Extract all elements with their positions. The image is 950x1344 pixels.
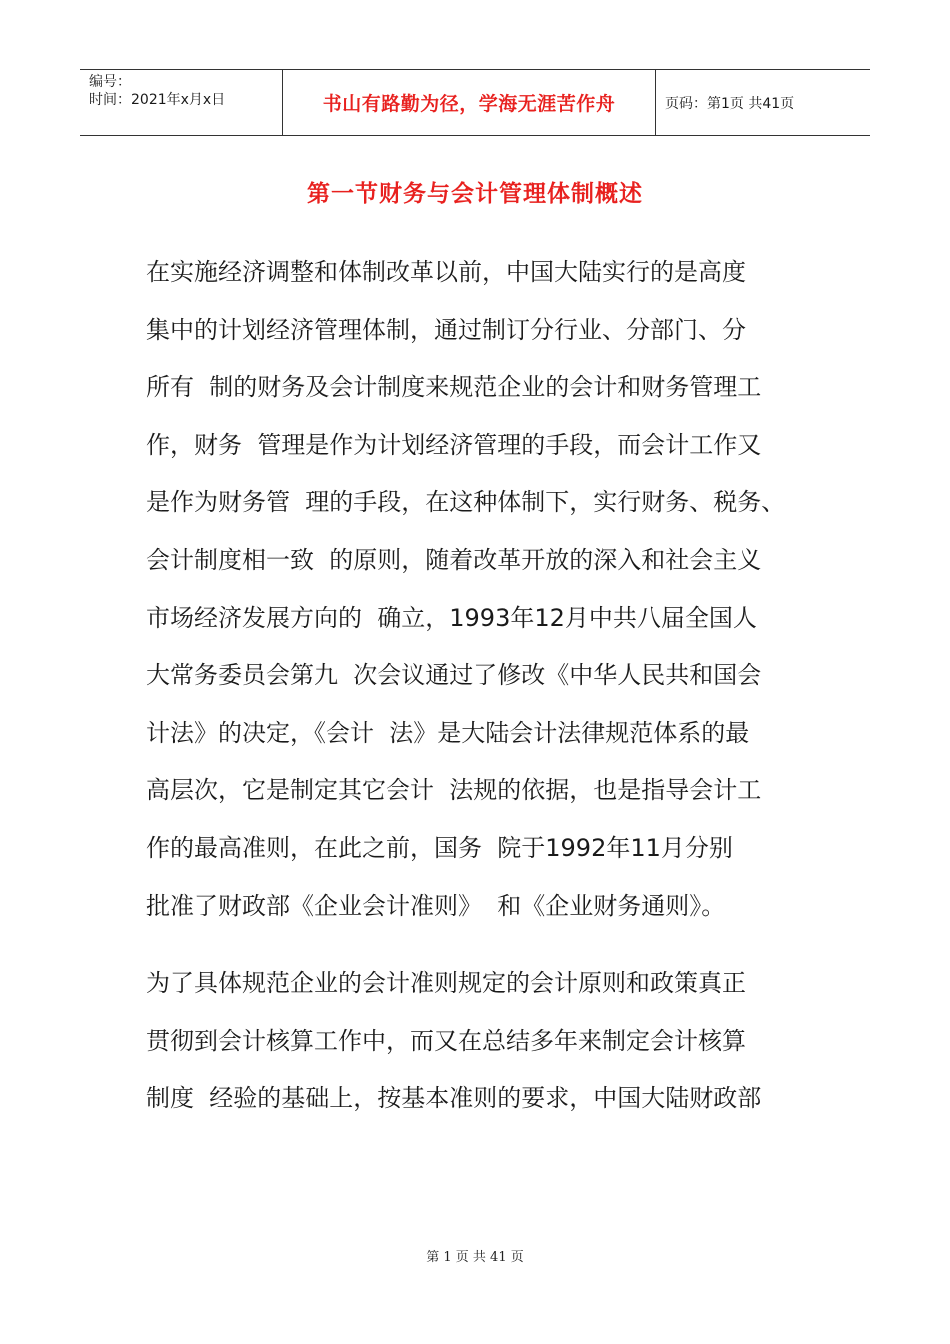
paragraph-2 [146,955,826,1128]
page-number-label: 页码：第1页 共41页 [665,95,795,112]
paragraph-line: 制度 经验的基础上，按基本准则的要求，中国大陆财政部 [146,1084,762,1113]
paragraph-line: 作的最高准则，在此之前，国务 院于1992年11月分别 [146,833,733,862]
paragraph-line: 市场经济发展方向的 确立，1993年12月中共八届全国人 [146,603,757,632]
page-footer: 第 1 页 共 41 页 [426,1250,524,1265]
paragraph-1 [146,244,826,935]
paragraph-line: 计法》的决定，《会计 法》是大陆会计法律规范体系的最 [146,718,750,747]
serial-label: 编号： [89,74,131,90]
header-table [80,69,870,136]
paragraph-line: 贯彻到会计核算工作中，而又在总结多年来制定会计核算 [146,1026,746,1055]
paragraph-line: 批准了财政部《企业会计准则》 和《企业财务通则》。 [146,891,726,920]
paragraph-line: 为了具体规范企业的会计准则规定的会计原则和政策真正 [146,969,746,997]
paragraph-line: 大常务委员会第九 次会议通过了修改《中华人民共和国会 [146,661,762,690]
paragraph-line: 会计制度相一致 的原则，随着改革开放的深入和社会主义 [146,545,762,574]
section-title: 第一节财务与会计管理体制概述 [307,181,643,207]
paragraph-line: 作，财务 管理是作为计划经济管理的手段，而会计工作又 [146,430,762,459]
paragraph-line: 是作为财务管 理的手段，在这种体制下，实行财务、税务、 [146,488,786,517]
paragraph-line: 所有 制的财务及会计制度来规范企业的会计和财务管理工 [146,373,762,402]
date-label: 时间：2021年x月x日 [89,92,226,108]
header-info-cell [80,70,282,135]
motto: 书山有路勤为径，学海无涯苦作舟 [282,70,656,135]
paragraph-line: 高层次，它是制定其它会计 法规的依据，也是指导会计工 [146,776,762,805]
paragraph-line: 集中的计划经济管理体制，通过制订分行业、分部门、分 [146,315,746,344]
paragraph-line: 在实施经济调整和体制改革以前，中国大陆实行的是高度 [146,258,746,286]
